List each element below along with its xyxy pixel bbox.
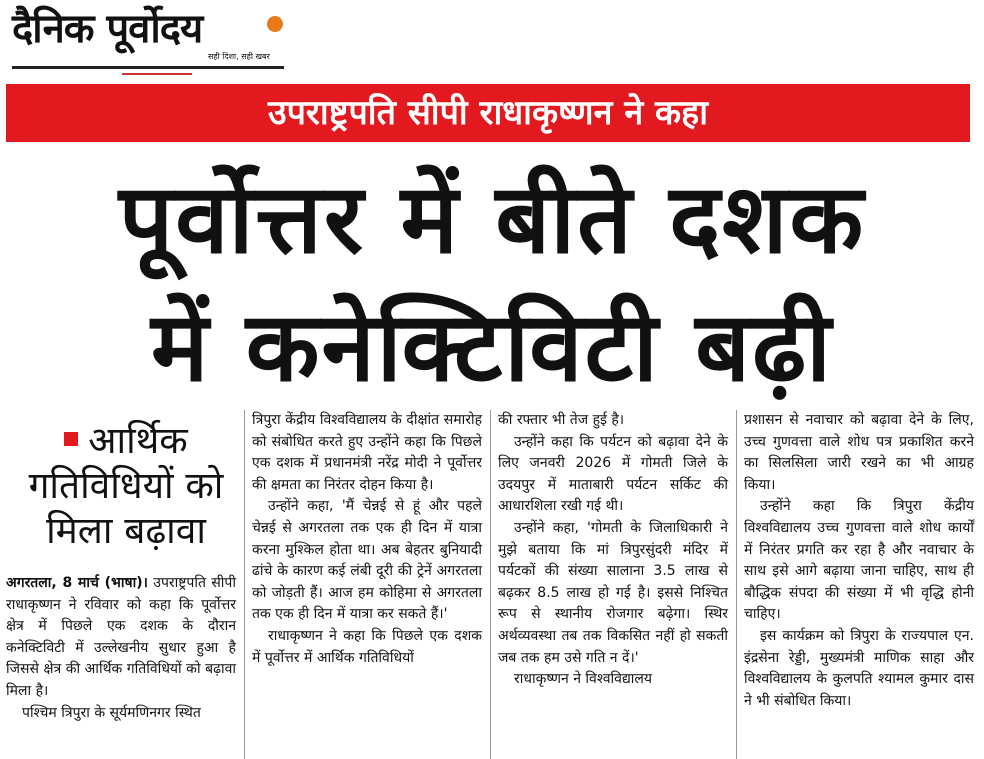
article-column-3 [498,410,728,691]
masthead-name: दैनिक पूर्वोदय [12,6,203,52]
masthead [12,6,282,72]
column-4-para-3: इस कार्यक्रम को त्रिपुरा के राज्यपाल एन. इंद्रसेना रेड्डी, मुख्यमंत्री माणिक साहा और विश्वविद्यालय के कुलपति श्यामल कुमार दास ने भी संबोधित किया। [744,627,974,709]
column-3-para-2: उन्होंने कहा कि पर्यटन को बढ़ावा देने के लिए जनवरी 2026 में गोमती जिले के उदयपुर में माताबारी पर्यटन सर्किट की आधारशिला रखी गई थी। [498,433,728,515]
column-1-para-1 [6,573,236,703]
bullet-square-icon [64,432,78,446]
column-3-para-1: की रफ्तार भी तेज हुई है। [498,412,625,428]
column-3-para-4: राधाकृष्णन ने विश्वविद्यालय [514,671,653,688]
column-2-para-3: राधाकृष्णन ने कहा कि पिछले एक दशक में पूर्वोत्तर में आर्थिक गतिविधियों [252,627,482,666]
article-column-1 [6,573,236,724]
dateline: अगरतला, 8 मार्च (भाषा)। [6,575,148,591]
article-column-2 [252,410,482,669]
column-divider [736,410,737,759]
masthead-rule [12,66,284,69]
column-divider [244,410,245,759]
headline-line-1: पूर्वोत्तर में बीते दशक [118,163,866,275]
column-3-para-3: उन्होंने कहा, 'गोमती के जिलाधिकारी ने मुझे बताया कि मां त्रिपुरसुंदरी मंदिर में पर्यटकों की संख्या सालाना 3.5 लाख से बढ़कर 8.5 लाख हो गई है। इससे निश्चित रूप से स्थानीय रोजगार बढ़ेगा। स्थिर अर्थव्यवस्था तब तक विकसित नहीं हो सकती जब तक हम उसे गति न दें।' [498,519,728,666]
kicker-text: उपराष्ट्रपति सीपी राधाकृष्णन ने कहा [267,93,709,133]
column-4-para-1: प्रशासन से नवाचार को बढ़ावा देने के लिए, उच्च गुणवत्ता वाले शोध पत्र प्रकाशित करने का सिलसिला जारी रखने का भी आग्रह किया। [744,412,974,493]
column-4-para-2: उन्होंने कहा कि त्रिपुरा केंद्रीय विश्वविद्यालय उच्च गुणवत्ता वाले शोध कार्यों में निरंतर प्रगति कर रहा है और नवाचार के साथ इसे आगे बढ़ाया जाना चाहिए, साथ ही बौद्धिक संपदा की संख्या में भी वृद्धि होनी चाहिए। [744,498,974,623]
column-2-para-1: त्रिपुरा केंद्रीय विश्वविद्यालय के दीक्षांत समारोह को संबोधित करते हुए उन्होंने कहा कि पिछले एक दशक में प्रधानमंत्री नरेंद्र मोदी ने पूर्वोत्तर की क्षमता का निरंतर दोहन किया है। [252,412,482,493]
column-1-text-1: उपराष्ट्रपति सीपी राधाकृष्णन ने रविवार को कहा कि पूर्वोत्तर क्षेत्र में पिछले एक दशक के दौरान कनेक्टिविटी में उल्लेखनीय सुधार हुआ है जिससे क्षेत्र की आर्थिक गतिविधियों को बढ़ावा मिला है। [6,575,236,699]
kicker-banner [6,84,970,142]
headline-line-2: में कनेक्टिविटी बढ़ी [150,291,834,403]
subheadline [16,418,236,553]
masthead-accent-rule [122,73,192,75]
masthead-tagline: सही दिशा, सही खबर [208,52,270,61]
column-1-para-2: पश्चिम त्रिपुरा के सूर्यमणिनगर स्थित [22,704,201,721]
column-2-para-2: उन्होंने कहा, 'मैं चेन्नई से हूं और पहले चेन्नई से अगरतला तक एक ही दिन में यात्रा करना मुश्किल होता था। अब बेहतर बुनियादी ढांचे के कारण कई लंबी दूरी की ट्रेनें अगरतला को जोड़ती हैं। आज हम कोहिमा से अगरतला तक एक ही दिन में यात्रा कर सकते हैं।' [252,498,482,623]
column-divider [490,410,491,759]
subheadline-text: आर्थिक गतिविधियों को मिला बढ़ावा [28,419,224,552]
article-column-4 [744,410,974,712]
sun-icon [267,16,283,32]
